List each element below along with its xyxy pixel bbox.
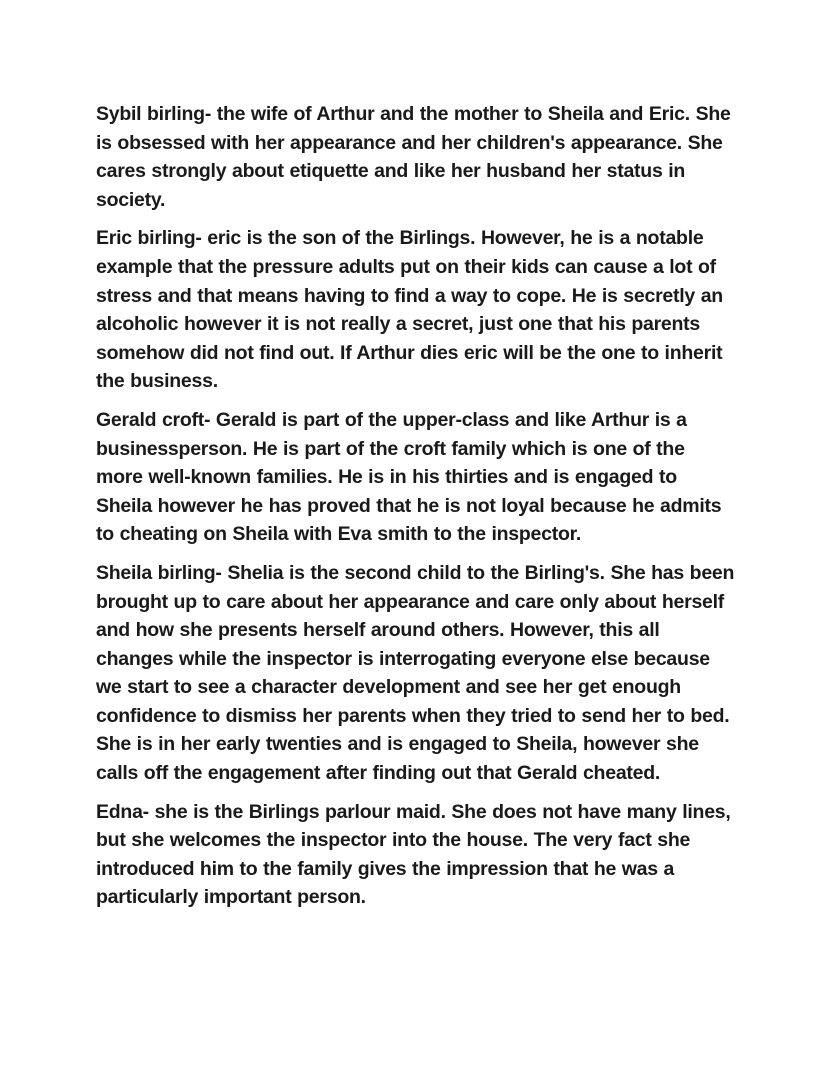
document-text-body xyxy=(96,100,736,922)
paragraph-sybil-birling: Sybil birling- the wife of Arthur and the mother to Sheila and Eric. She is obsessed with her appearance and her children's appearance. She cares strongly about etiquette and like her husband her status in society. xyxy=(96,103,731,211)
paragraph-eric-birling: Eric birling- eric is the son of the Birlings. However, he is a notable example that the pressure adults put on their kids can cause a lot of stress and that means having to find a way to cope. He is secretly an alcoholic however it is not really a secret, just one that his parents somehow did not find out. If Arthur dies eric will be the one to inherit the business. xyxy=(96,227,723,393)
paragraph-gerald-croft: Gerald croft- Gerald is part of the upper-class and like Arthur is a businessperson. He is part of the croft family which is one of the more well-known families. He is in his thirties and is engaged to Sheila however he has proved that he is not loyal because he admits to cheating on Sheila with Eva smith to the inspector. xyxy=(96,408,722,546)
paragraph-sheila-birling: Sheila birling- Shelia is the second child to the Birling's. She has been brought up to care about her appearance and care only about herself and how she presents herself around others. However, this all changes while the inspector is interrogating everyone else because we start to see a character development and see her get enough confidence to dismiss her parents when they tried to send her to bed. She is in her early twenties and is engaged to Sheila, however she calls off the engagement after finding out that Gerald cheated. xyxy=(96,561,735,785)
paragraph-edna: Edna- she is the Birlings parlour maid. She does not have many lines, but she welcomes the inspector into the house. The very fact she introduced him to the family gives the impression that he was a particularly important person. xyxy=(96,800,731,909)
